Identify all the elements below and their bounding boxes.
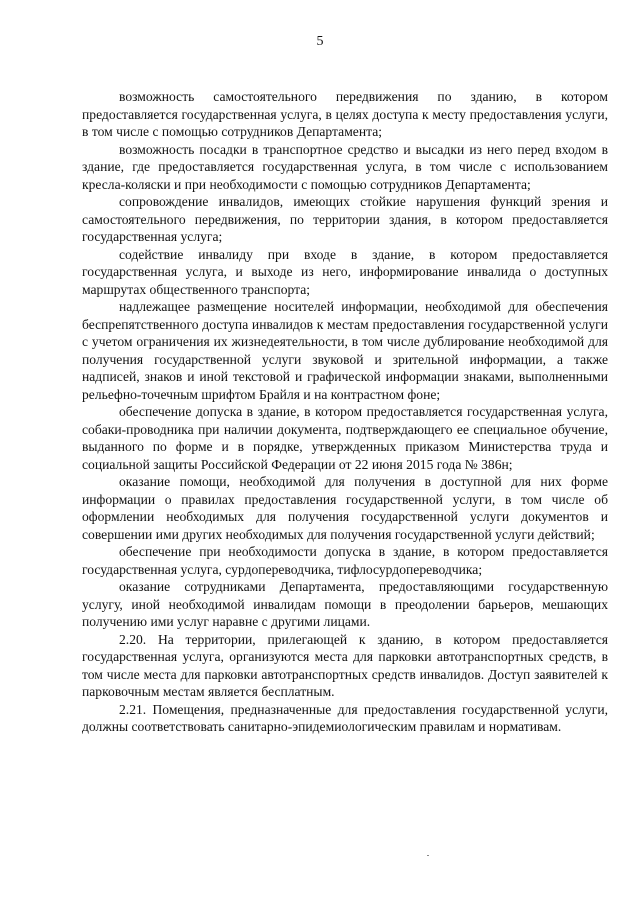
- paragraph-entry-assistance: содействие инвалиду при входе в здание, в котором предоставляется государственная услуга, и выходе из него, информирование инвалида о доступных маршрутах общественного транспорта;: [82, 246, 608, 297]
- paragraph-information-placement: надлежащее размещение носителей информации, необходимой для обеспечения беспрепятственного доступа инвалидов к местам предоставления государственной услуги с учетом ограничения их жизнедеятельности, в том числе дублирование необходимой для получения государственной услуги звуковой и зрительной информации, а также надписей, знаков и иной текстовой и графической информации знаками, выполненными рельефно-точечным шрифтом Брайля и на контрастном фоне;: [82, 299, 608, 402]
- paragraph-section-2-21: 2.21. Помещения, предназначенные для предоставления государственной услуги, должны соответствовать санитарно-эпидемиологическим правилам и нормативам.: [82, 701, 608, 734]
- paragraph-guide-dog-admission: обеспечение допуска в здание, в котором предоставляется государственная услуга, собаки-проводника при наличии документа, подтверждающего ее специальное обучение, выданного по форме и в порядке, утвержденных приказом Министерства труда и социальной защиты Российской Федерации от 22 июня 2015 года № 386н;: [82, 404, 608, 472]
- paragraph-section-2-20: 2.20. На территории, прилегающей к зданию, в котором предоставляется государственная услуга, организуются места для парковки автотранспортных средств, в том числе места для парковки автотранспортных средств инвалидов. Доступ заявителей к парковочным местам является бесплатным.: [82, 631, 608, 699]
- paragraph-sign-interpreter: обеспечение при необходимости допуска в здание, в котором предоставляется государственная услуга, сурдопереводчика, тифлосурдопереводчика;: [82, 544, 608, 577]
- page-number: 5: [316, 34, 324, 49]
- paragraph-escort-visually-impaired: сопровождение инвалидов, имеющих стойкие нарушения функций зрения и самостоятельного передвижения, по территории здания, в котором предоставляется государственная услуга;: [82, 194, 608, 244]
- paragraph-vehicle-boarding: возможность посадки в транспортное средство и высадки из него перед входом в здание, где предоставляется государственная услуга, в том числе с использованием кресла-коляски и при необходимости с помощью сотрудников Департамента;: [82, 141, 608, 192]
- paragraph-movement-in-building: возможность самостоятельного передвижения по зданию, в котором предоставляется государственная услуга, в целях доступа к месту предоставления услуги, в том числе с помощью сотрудников Департамента;: [82, 89, 608, 139]
- document-body: [82, 88, 608, 736]
- paragraph-staff-assistance: оказание сотрудниками Департамента, предоставляющими государственную услугу, иной необходимой инвалидам помощи в преодолении барьеров, мешающих получению ими услуг наравне с другими лицами.: [82, 579, 608, 629]
- paragraph-information-help: оказание помощи, необходимой для получения в доступной для них форме информации о правилах предоставления государственной услуги, в том числе об оформлении необходимых для получения государственной услуги документов и совершении ими других необходимых для получения государственной услуги действий;: [82, 474, 608, 542]
- scan-speck: [427, 855, 429, 856]
